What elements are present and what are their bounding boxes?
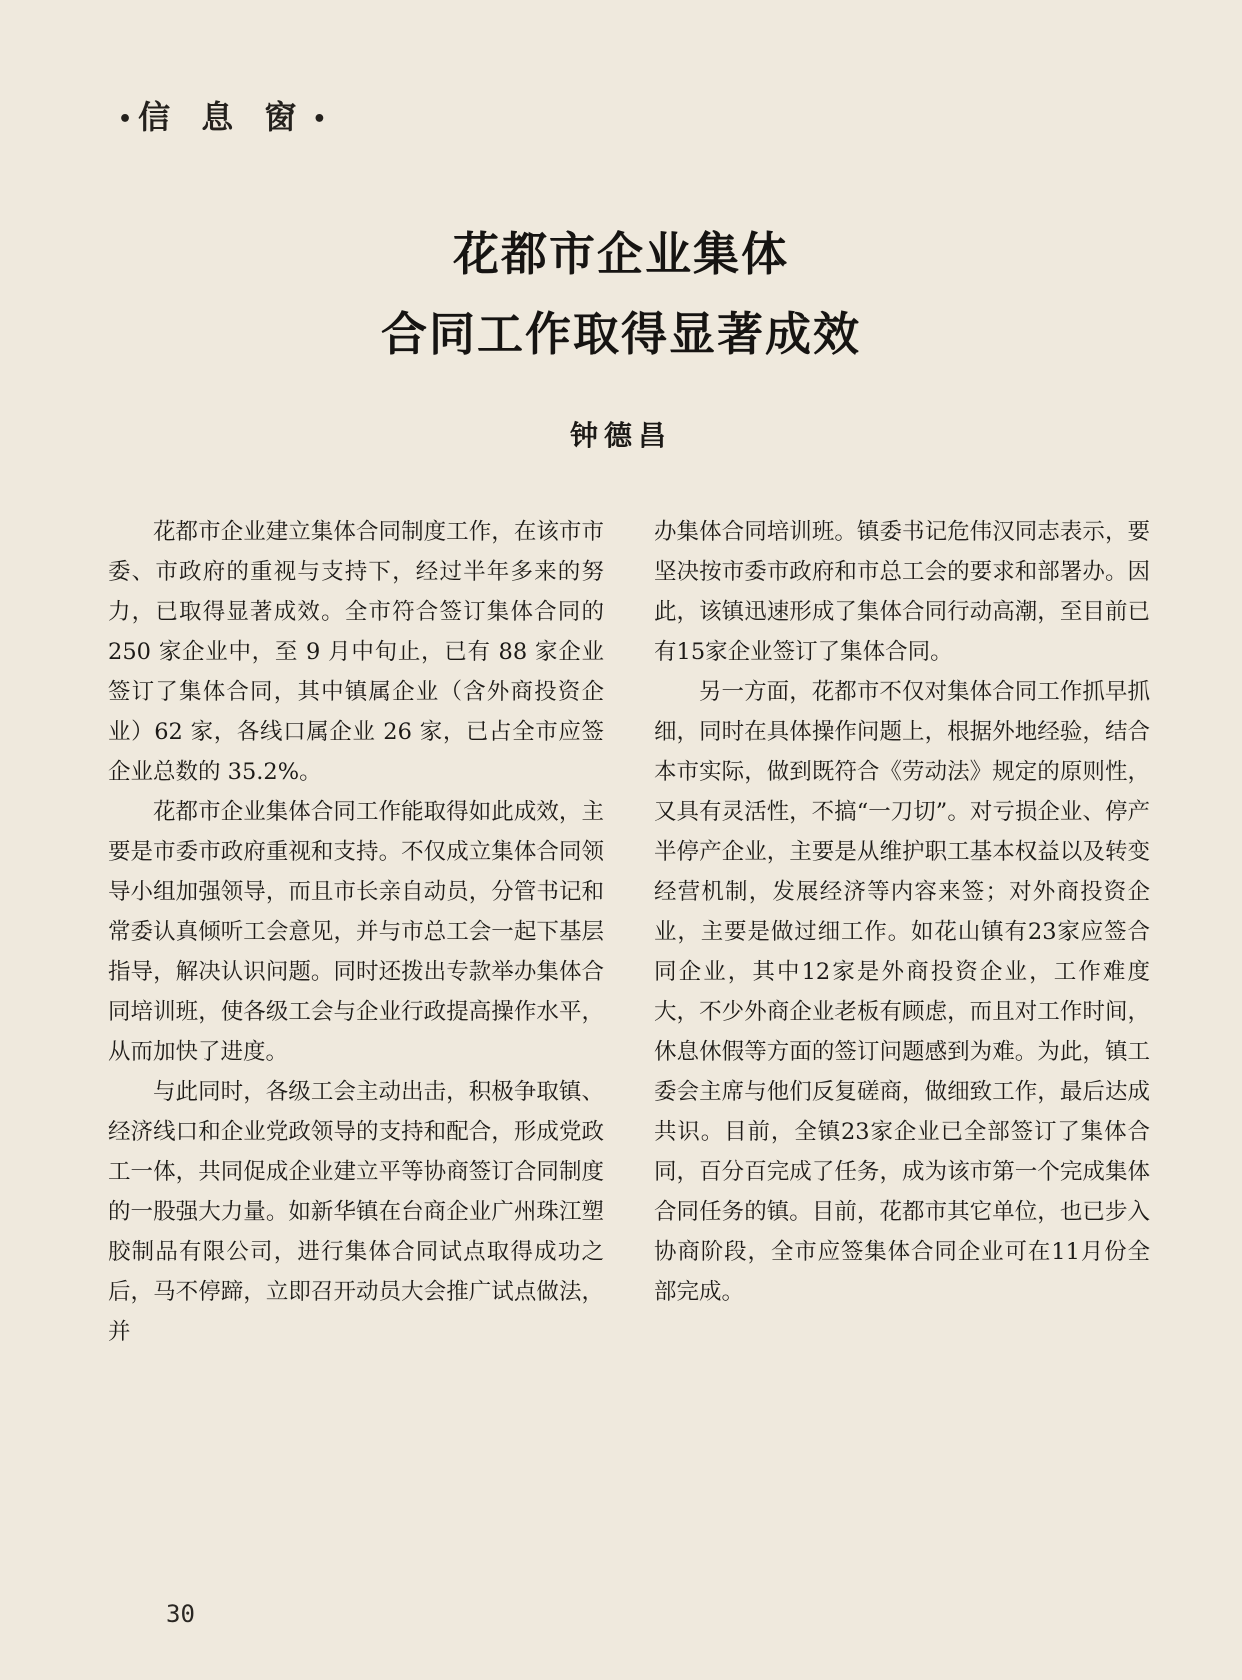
left-column [108,512,604,1352]
right-column [654,512,1150,1312]
paragraph: 花都市企业集体合同工作能取得如此成效，主要是市委市政府重视和支持。不仅成立集体合同领导小组加强领导，而且市长亲自动员，分管书记和常委认真倾听工会意见，并与市总工会一起下基层指导，解决认识问题。同时还拨出专款举办集体合同培训班，使各级工会与企业行政提高操作水平，从而加快了进度。 [108,799,604,1065]
article-author: 钟德昌 [569,419,672,452]
bullet-dot-icon: • [312,106,327,132]
section-header [112,92,332,138]
paragraph: 与此同时，各级工会主动出击，积极争取镇、经济线口和企业党政领导的支持和配合，形成党政工一体，共同促成企业建立平等协商签订合同制度的一股强大力量。如新华镇在台商企业广州珠江塑胶制品有限公司，进行集体合同试点取得成功之后，马不停蹄，立即召开动员大会推广试点做法，并 [108,1079,604,1345]
page-number: 30 [166,1600,195,1628]
article-title-line-1: 花都市企业集体 [453,227,789,281]
paragraph: 花都市企业建立集体合同制度工作，在该市市委、市政府的重视与支持下，经过半年多来的努力，已取得显著成效。全市符合签订集体合同的 250 家企业中，至 9 月中旬止，已有 88 家企业签订了集体合同，其中镇属企业（含外商投资企业）62 家，各线口属企业 26 家，已占全市应签企业总数的 35.2%。 [108,519,604,785]
bullet-dot-icon: • [118,106,133,132]
article-title-line-2: 合同工作取得显著成效 [381,307,861,361]
section-name: 信 息 窗 [138,98,307,136]
paragraph-continuation: 办集体合同培训班。镇委书记危伟汉同志表示，要坚决按市委市政府和市总工会的要求和部署办。因此，该镇迅速形成了集体合同行动高潮，至目前已有15家企业签订了集体合同。 [654,519,1150,665]
paragraph: 另一方面，花都市不仅对集体合同工作抓早抓细，同时在具体操作问题上，根据外地经验，结合本市实际，做到既符合《劳动法》规定的原则性，又具有灵活性，不搞“一刀切”。对亏损企业、停产半停产企业，主要是从维护职工基本权益以及转变经营机制，发展经济等内容来签；对外商投资企业，主要是做过细工作。如花山镇有23家应签合同企业，其中12家是外商投资企业，工作难度大，不少外商企业老板有顾虑，而且对工作时间，休息休假等方面的签订问题感到为难。为此，镇工委会主席与他们反复磋商，做细致工作，最后达成共识。目前，全镇23家企业已全部签订了集体合同，百分百完成了任务，成为该市第一个完成集体合同任务的镇。目前，花都市其它单位，也已步入协商阶段，全市应签集体合同企业可在11月份全部完成。 [654,679,1150,1305]
